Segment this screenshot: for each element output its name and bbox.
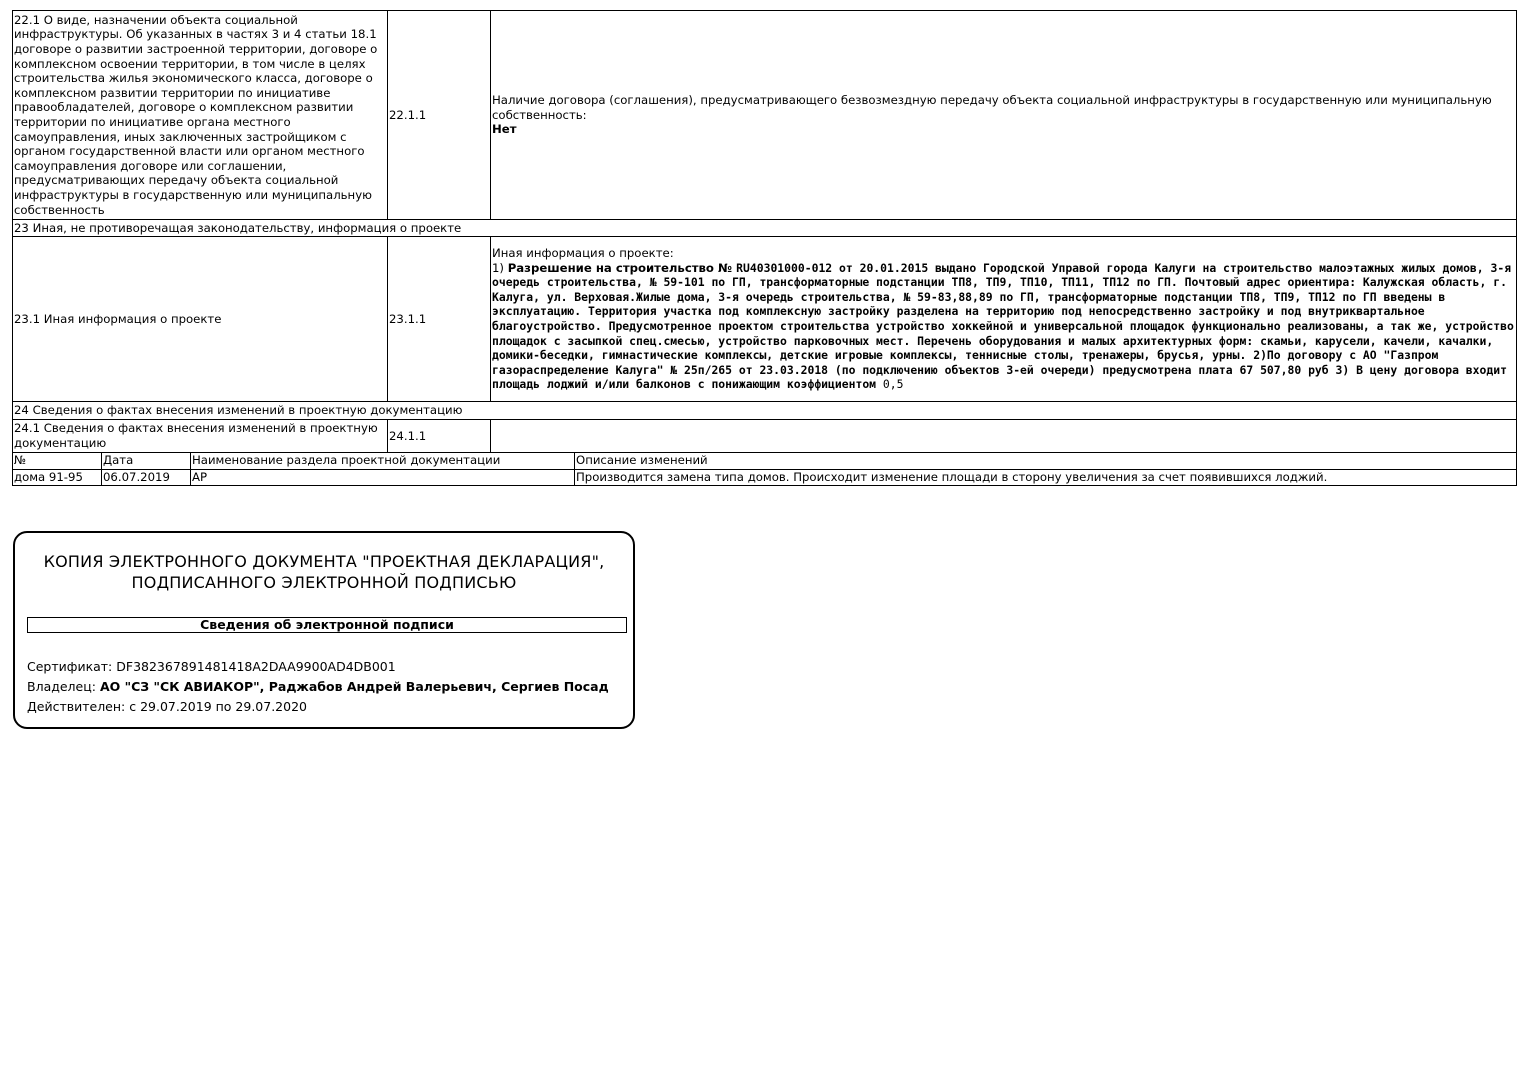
row-23-1-text-permit: Разрешение на строительство № xyxy=(507,260,737,275)
row-22-1-label: 22.1 О виде, назначении объекта социальной инфраструктуры. Об указанных в частях 3 и 4 статьи 18.1 договоре о развитии застроенной территории, договоре о комплексном освоении территории, в том числе в целях строительства жилья экономического класса, договоре о комплексном развитии территории по инициативе правообладателей, договоре о комплексном развитии территории по инициативе органа местного самоуправления, иных заключенных застройщиком с органом государственной власти или органом местного самоуправления договоре или соглашении, предусматривающих передачу объекта социальной инфраструктуры в государственную или муниципальную собственность xyxy=(13,11,388,220)
changes-table xyxy=(12,452,1517,486)
changes-header-date: Дата xyxy=(102,453,191,470)
row-24-1 xyxy=(13,420,1517,453)
row-22-1-code: 22.1.1 xyxy=(388,11,491,220)
declaration-sheet xyxy=(12,10,1517,486)
row-23-1-code: 23.1.1 xyxy=(388,237,491,402)
signature-certificate xyxy=(27,659,396,675)
row-23-1-value xyxy=(491,237,1517,402)
section-23-header xyxy=(13,220,1517,237)
signature-title xyxy=(15,551,633,593)
section-23-title: 23 Иная, не противоречащая законодательству, информация о проекте xyxy=(13,220,1517,237)
signature-subtitle: Сведения об электронной подписи xyxy=(27,617,627,633)
changes-cell-date: 06.07.2019 xyxy=(102,469,191,486)
table-row xyxy=(13,469,1517,486)
signature-owner xyxy=(27,679,609,695)
changes-header-number: № xyxy=(13,453,102,470)
row-22-1 xyxy=(13,11,1517,220)
validity-value: с 29.07.2019 по 29.07.2020 xyxy=(129,699,307,714)
changes-header-description: Описание изменений xyxy=(575,453,1517,470)
row-23-1-text-coef: 0,5 xyxy=(882,377,904,392)
section-24-title: 24 Сведения о фактах внесения изменений в проектную документацию xyxy=(13,402,1517,420)
signature-stamp xyxy=(13,531,635,729)
changes-cell-section: АР xyxy=(191,469,575,486)
signature-validity xyxy=(27,699,307,715)
row-22-1-question: Наличие договора (соглашения), предусматривающего безвозмездную передачу объекта социальной инфраструктуры в государственную или муниципальную собственность: xyxy=(492,93,1492,122)
row-23-1-label: 23.1 Иная информация о проекте xyxy=(13,237,388,402)
row-23-1-text-body: RU40301000-012 от 20.01.2015 выдано Городской Управой города Калуги на строительство малоэтажных жилых домов, 3-я очередь строительства, № 59-101 по ГП, трансформаторные подстанции ТП8, ТП9, ТП10, ТП11, ТП12 по ГП. Почтовый адрес ориентира: Калужская область, г. Калуга, ул. Верховая.Жилые дома, 3-я очередь строительства, № 59-83,88,89 по ГП, трансформаторные подстанции ТП8, ТП9, ТП12 по ГП введены в эксплуатацию. Территория участка под комплексную застройку разделена на территорию под непосредственно застройку и под внутриквартальное благоустройство. Предусмотренное проектом строительства устройство хоккейной и универсальной площадок функционально реализованы, а так же, устройство площадок с засыпкой спец.смесью, устройство парковочных мест. Перечень оборудования и малых архитектурных форм: скамьи, карусели, качели, качалки, домики-беседки, гимнастические комплексы, детские игровые комплексы, теннисные столы, тренажеры, брусья, урны. 2)По договору с АО "Газпром газораспределение Калуга" № 25п/265 от 23.03.2018 (по подключению объектов 3-ей очереди) предусмотрена плата 67 507,80 руб 3) В цену договора входит площадь лоджий и/или балконов с понижающим коэффициентом xyxy=(492,260,1514,392)
validity-label: Действителен: xyxy=(27,699,130,714)
row-23-1 xyxy=(13,237,1517,402)
signature-title-line-1: КОПИЯ ЭЛЕКТРОННОГО ДОКУМЕНТА "ПРОЕКТНАЯ ДЕКЛАРАЦИЯ", xyxy=(43,552,605,571)
row-23-1-text xyxy=(492,261,1515,392)
certificate-value: DF382367891481418A2DAA9900AD4DB001 xyxy=(116,659,396,674)
section-24-header xyxy=(13,402,1517,420)
row-24-1-label: 24.1 Сведения о фактах внесения изменений в проектную документацию xyxy=(13,420,388,453)
row-23-1-heading: Иная информация о проекте: xyxy=(492,246,674,261)
row-22-1-value xyxy=(491,11,1517,220)
signature-title-line-2: ПОДПИСАННОГО ЭЛЕКТРОННОЙ ПОДПИСЬЮ xyxy=(131,573,517,592)
row-23-1-text-prefix: 1) xyxy=(492,260,508,275)
row-24-1-value xyxy=(491,420,1517,453)
changes-header-section: Наименование раздела проектной документации xyxy=(191,453,575,470)
owner-label: Владелец: xyxy=(27,679,100,694)
certificate-label: Сертификат: xyxy=(27,659,117,674)
owner-value: АО "СЗ "СК АВИАКОР", Раджабов Андрей Валерьевич, Сергиев Посад xyxy=(99,679,609,694)
row-24-1-code: 24.1.1 xyxy=(388,420,491,453)
changes-header-row xyxy=(13,453,1517,470)
changes-cell-description: Производится замена типа домов. Происходит изменение площади в сторону увеличения за счет появившихся лоджий. xyxy=(575,469,1517,486)
row-22-1-answer: Нет xyxy=(492,122,517,137)
changes-cell-number: дома 91-95 xyxy=(13,469,102,486)
declaration-table xyxy=(12,10,1517,453)
